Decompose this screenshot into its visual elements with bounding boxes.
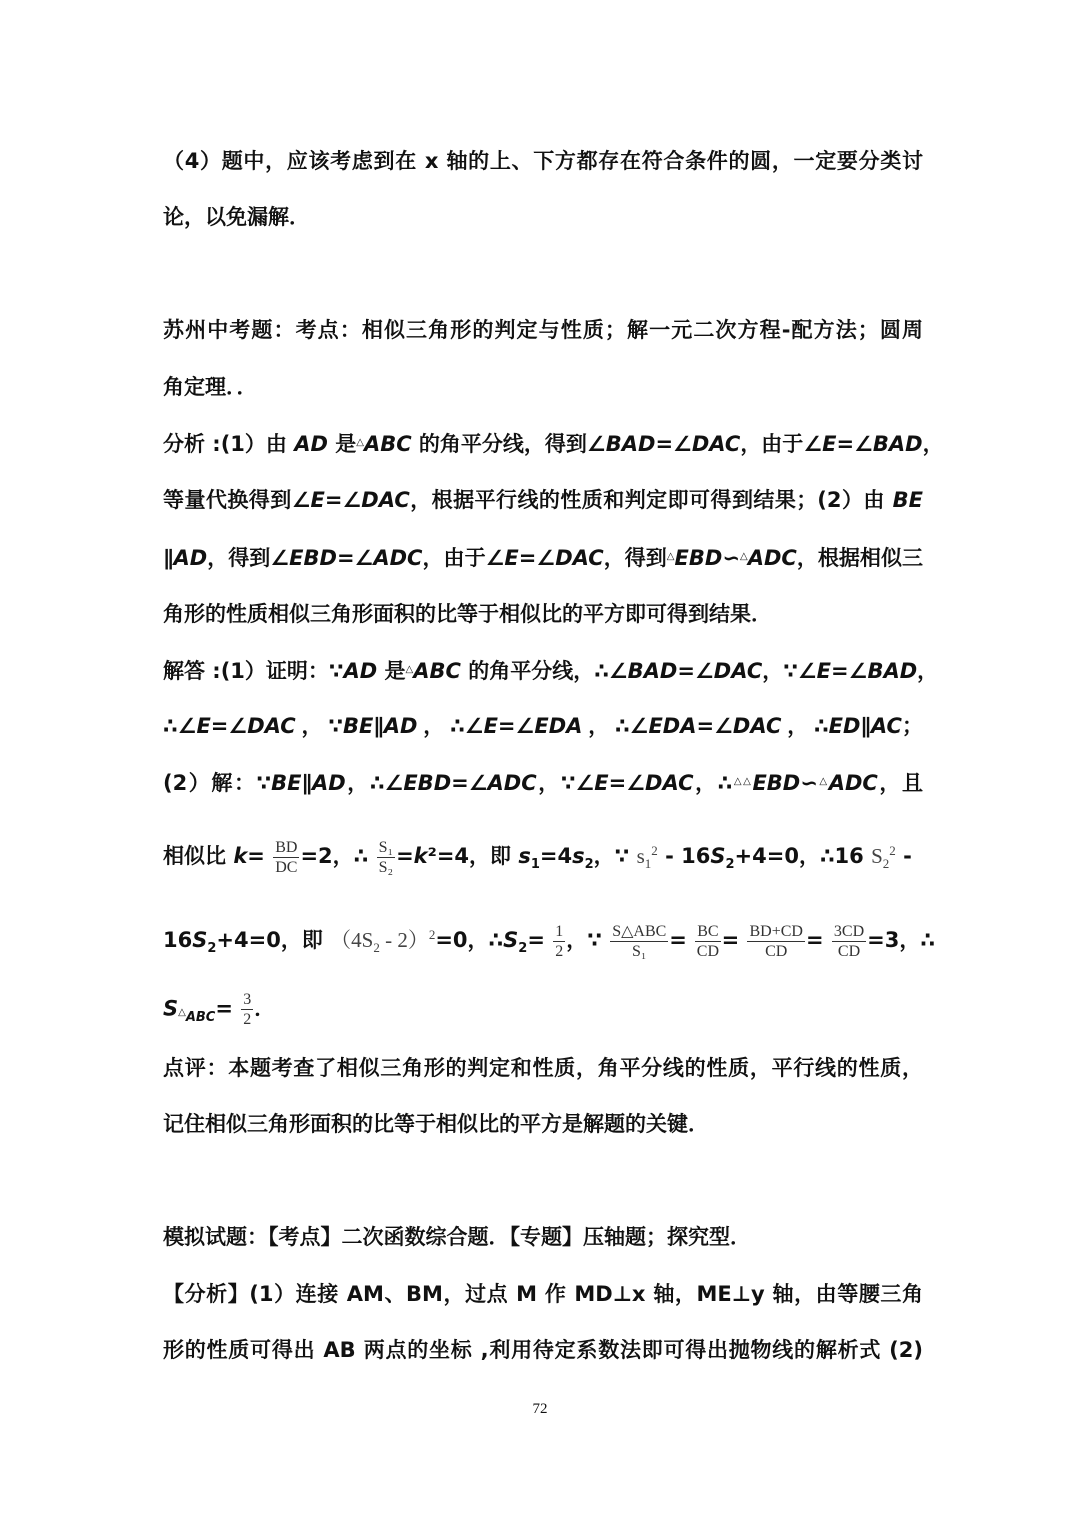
denominator: S₁ <box>632 942 647 960</box>
text: ，∴ <box>781 714 829 738</box>
text: +4=0，即 <box>216 928 331 952</box>
text: = <box>396 844 414 868</box>
subscript: 2 <box>725 857 735 873</box>
math-text: ∠E=∠EDA <box>464 714 583 738</box>
text-line: 【分析】(1）连接 AM、BM，过点 M 作 MD⊥x 轴，ME⊥y 轴，由等腰三角 <box>163 1282 923 1306</box>
analysis-line <box>163 485 923 515</box>
text: = <box>215 996 233 1021</box>
math-text: AC <box>870 714 902 738</box>
fraction-1-2 <box>553 922 565 961</box>
denominator: CD <box>765 942 788 960</box>
denominator: 2 <box>555 942 564 960</box>
fraction-sabc-s1 <box>610 922 668 961</box>
text: = <box>805 928 824 952</box>
text: ∴ <box>163 714 178 738</box>
text: ， <box>922 432 944 456</box>
text: =2，∴ <box>300 844 369 868</box>
subscript: 1 <box>530 857 540 873</box>
numerator: S₁ <box>378 838 394 856</box>
math-text: BE <box>271 771 302 795</box>
math-text: BE <box>892 488 923 512</box>
math-text: AD <box>173 546 208 570</box>
math-text: S <box>163 996 179 1021</box>
numerator: BD <box>275 838 298 856</box>
answer-line <box>163 833 923 883</box>
denominator: 2 <box>243 1011 252 1028</box>
numerator: 1 <box>555 922 564 940</box>
subscript: 1 <box>644 856 652 872</box>
numerator: BC <box>697 922 719 940</box>
fraction-bd-dc <box>273 838 299 877</box>
text-line: 角定理．． <box>163 375 258 399</box>
denominator: S₂ <box>378 858 394 876</box>
numerator: 3 <box>243 991 252 1008</box>
text: ，∵ <box>566 928 602 952</box>
answer-line <box>163 711 923 741</box>
fraction-bdcd-cd <box>747 922 804 961</box>
math-text: k <box>413 844 428 868</box>
math-text: AD <box>294 432 328 456</box>
text: 的角平分线，得到 <box>411 432 587 456</box>
math-text: ∠BAD=∠DAC <box>608 659 763 683</box>
text-line: 论，以免漏解． <box>163 205 310 229</box>
math-text: ∠E=∠BAD <box>797 659 918 683</box>
numerator: BD+CD <box>749 922 803 940</box>
math-text: ∠E=∠DAC <box>291 488 410 512</box>
denominator: CD <box>696 942 719 960</box>
math-text: ∠E=∠DAC <box>575 771 694 795</box>
math-text: s <box>518 844 531 868</box>
text: ，且 <box>877 771 923 795</box>
text: ，∵ <box>762 659 798 683</box>
answer-line <box>163 767 923 798</box>
text: = <box>669 928 687 952</box>
text-line: 模拟试题：【考点】二次函数综合题．【专题】压轴题；探究型． <box>163 1225 751 1249</box>
text: 分析 :(1）由 <box>163 432 295 456</box>
math-text: ∠E=∠DAC <box>485 546 604 570</box>
text: ，∴ <box>417 714 465 738</box>
fraction-s1-s2 <box>377 838 395 877</box>
text: =3，∴ <box>867 928 935 952</box>
text: 相似比 <box>163 844 234 868</box>
fraction-bc-cd <box>695 922 720 961</box>
text: 的角平分线，∴ <box>460 659 609 683</box>
math-text: ∠E=∠BAD <box>803 432 923 456</box>
triangle-symbol: △ <box>732 776 744 787</box>
subscript: 2 <box>882 856 890 872</box>
analysis-line <box>163 542 923 573</box>
math-text: ∠E=∠DAC <box>177 714 296 738</box>
math-text: ∠EBD=∠ADC <box>270 546 423 570</box>
math-text: ABC <box>413 659 461 683</box>
text: =4 <box>539 844 573 868</box>
text: = <box>721 928 740 952</box>
denominator: CD <box>837 942 861 960</box>
math-image-text: （4S <box>330 928 374 952</box>
math-text: S <box>503 928 519 952</box>
text: 是 <box>327 432 357 456</box>
text: ，由于 <box>422 546 486 570</box>
text: ，得到 <box>207 546 271 570</box>
text-line: 形的性质可得出 AB 两点的坐标 ,利用待定系数法即可得出抛物线的解析式 (2) <box>163 1338 923 1362</box>
math-text: AD <box>343 659 378 683</box>
math-text: ED <box>828 714 861 738</box>
text: ． <box>254 996 276 1021</box>
text: ，∴ <box>582 714 630 738</box>
text: ，由于 <box>740 432 804 456</box>
text: =0，∴ <box>435 928 504 952</box>
parallel-symbol: ∥ <box>301 771 313 795</box>
text-line: （4）题中，应该考虑到在 x 轴的上、下方都存在符合条件的圆，一定要分类讨 <box>163 149 923 173</box>
math-image-text: s <box>636 844 645 868</box>
text: (2）解：∵ <box>163 771 272 795</box>
triangle-symbol: △ <box>405 664 414 675</box>
numerator: 3CD <box>833 922 865 940</box>
math-text: EBD∽ <box>752 771 818 795</box>
comment-line: 点评：本题考查了相似三角形的判定和性质，角平分线的性质，平行线的性质， <box>163 1056 923 1080</box>
text: ²=4，即 <box>427 844 519 868</box>
fraction-3-2 <box>241 990 253 1029</box>
page-number: 72 <box>532 1401 548 1417</box>
triangle-symbol: △ <box>743 776 753 787</box>
math-text: S <box>710 844 726 868</box>
math-text: ∠BAD=∠DAC <box>586 432 741 456</box>
math-text: ADC <box>828 771 878 795</box>
triangle-symbol: △ <box>817 776 829 787</box>
text: 解答 :(1）证明：∵ <box>163 659 344 683</box>
math-text: S <box>192 928 208 952</box>
math-image-text: S <box>871 844 883 868</box>
math-text: k <box>233 844 248 868</box>
text: ， <box>917 659 939 683</box>
text: - <box>895 844 912 868</box>
text: = <box>527 928 545 952</box>
superscript: 2 <box>651 843 658 858</box>
triangle-symbol: △ <box>356 437 364 448</box>
text: 是 <box>377 659 406 683</box>
text: ，∴ <box>693 771 733 795</box>
answer-line <box>163 917 935 967</box>
math-text: AD <box>312 771 346 795</box>
math-image-text: - 2） <box>379 928 429 952</box>
answer-line <box>163 655 939 686</box>
subscript: 2 <box>373 940 380 956</box>
text: ，根据相似三 <box>796 546 924 570</box>
math-text: EBD∽ <box>674 546 740 570</box>
text: ，∵ <box>536 771 576 795</box>
text: ，∵ <box>593 844 637 868</box>
subscript: 2 <box>207 941 217 957</box>
math-text: ABC <box>363 432 412 456</box>
triangle-symbol: △ <box>178 1006 186 1018</box>
text: = <box>247 844 265 868</box>
fraction-3cd-cd <box>832 922 866 961</box>
math-text: ∠EDA=∠DAC <box>629 714 782 738</box>
math-text: AD <box>383 714 418 738</box>
parallel-symbol: ∥ <box>373 714 384 738</box>
subscript: 2 <box>518 941 528 957</box>
text: ； <box>901 714 923 738</box>
parallel-symbol: ∥ <box>860 714 871 738</box>
text: ，∴ <box>345 771 385 795</box>
math-text: s <box>572 844 585 868</box>
analysis-line: 角形的性质相似三角形面积的比等于相似比的平方即可得到结果． <box>163 602 772 626</box>
subscript: ABC <box>185 1009 216 1025</box>
denominator: DC <box>275 858 298 876</box>
text-line: 苏州中考题：考点：相似三角形的判定与性质；解一元二次方程-配方法；圆周 <box>163 318 923 342</box>
numerator: S△ABC <box>612 922 667 940</box>
analysis-line <box>163 428 944 459</box>
math-text: BE <box>342 714 374 738</box>
text: +4=0，∴16 <box>734 844 872 868</box>
superscript: 2 <box>889 843 896 858</box>
text: 16 <box>163 928 193 952</box>
answer-line <box>163 990 923 1036</box>
comment-line: 记住相似三角形面积的比等于相似比的平方是解题的关键． <box>163 1112 709 1136</box>
text: ，∵ <box>295 714 343 738</box>
text: 等量代换得到 <box>163 488 292 512</box>
superscript: 2 <box>428 927 436 942</box>
text: - 16 <box>657 844 711 868</box>
text: ，根据平行线的性质和判定即可得到结果；(2）由 <box>409 488 893 512</box>
triangle-symbol: △ <box>666 551 675 562</box>
parallel-symbol: ∥ <box>163 546 174 570</box>
triangle-symbol: △ <box>739 551 748 562</box>
math-text: ADC <box>747 546 797 570</box>
text: ，得到 <box>603 546 667 570</box>
math-text: ∠EBD=∠ADC <box>384 771 537 795</box>
subscript: 2 <box>584 857 594 873</box>
